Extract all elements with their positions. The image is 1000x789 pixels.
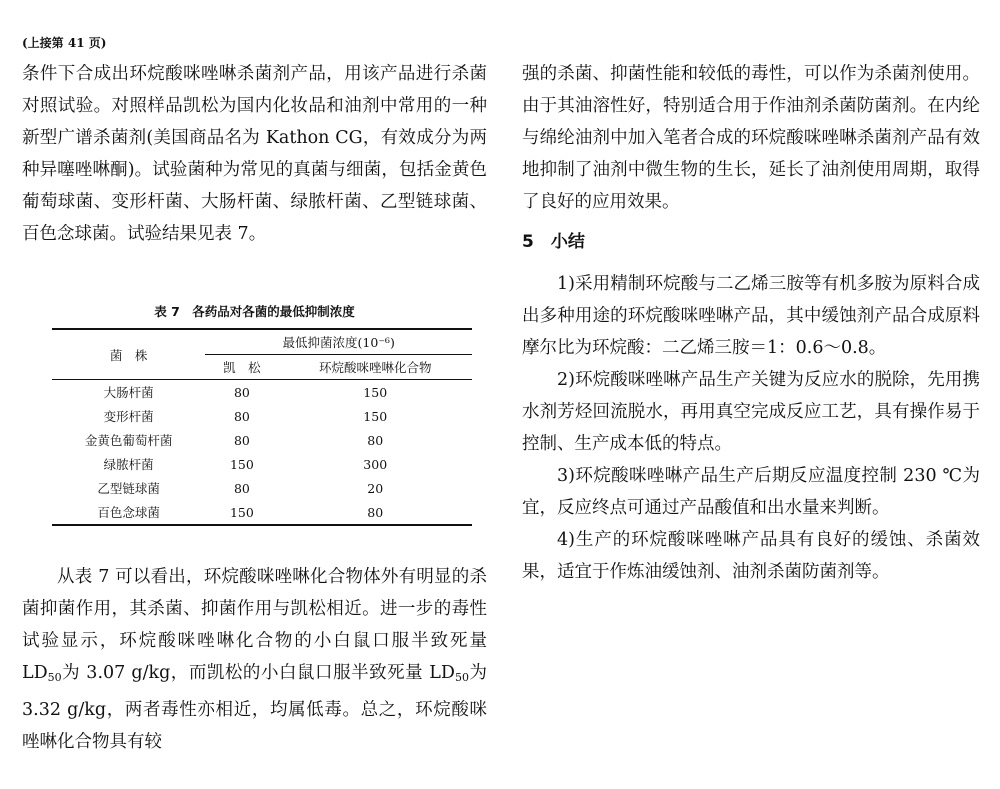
- summary-item-1: 1)采用精制环烷酸与二乙烯三胺等有机多胺为原料合成出多种用途的环烷酸咪唑啉产品，其中缓蚀剂产品合成原料摩尔比为环烷酸：二乙烯三胺＝1：0.6～0.8。: [522, 274, 980, 358]
- table-row: [52, 404, 472, 428]
- cell-species: 金黄色葡萄杆菌: [84, 433, 173, 448]
- table-7: [22, 302, 487, 526]
- cell-compound: 150: [363, 384, 388, 400]
- paragraph: [22, 561, 487, 758]
- column-header-kaisong: 凯 松: [205, 355, 278, 380]
- text-run: 为 3.32 g/kg，两者毒性亦相近，均属低毒。总之，环烷酸咪唑啉化合物具有较: [22, 663, 487, 752]
- right-column: [522, 58, 980, 588]
- text-run: 从表 7 可以看出，环烷酸咪唑啉化合物体外有明显的杀菌抑菌作用，其杀菌、抑菌作用与凯松相近。进一步的毒性试验显示，环烷酸咪唑啉化合物的小白鼠口服半致死量 LD: [22, 567, 487, 683]
- table-row: [52, 452, 472, 476]
- table-row: [52, 428, 472, 452]
- left-column-bottom: [22, 561, 487, 758]
- cell-compound: 20: [367, 480, 384, 496]
- column-header-species: 菌 株: [52, 329, 205, 380]
- cell-species: 变形杆菌: [103, 409, 154, 424]
- table-row: [52, 476, 472, 500]
- cell-kaisong: 80: [233, 384, 250, 400]
- column-header-compound: 环烷酸咪唑啉化合物: [278, 355, 472, 380]
- cell-kaisong: 80: [233, 408, 250, 424]
- summary-item-4: 4)生产的环烷酸咪唑啉产品具有良好的缓蚀、杀菌效果，适宜于作炼油缓蚀剂、油剂杀菌防菌剂等。: [522, 530, 980, 582]
- cell-species: 大肠杆菌: [103, 385, 154, 400]
- subscript: 50: [454, 671, 469, 684]
- cell-compound: 80: [278, 500, 472, 525]
- cell-kaisong: 80: [233, 432, 250, 448]
- data-table: [52, 328, 472, 526]
- text-run: 为 3.07 g/kg，而凯松的小白鼠口服半致死量 LD: [61, 663, 455, 683]
- paragraph: 条件下合成出环烷酸咪唑啉杀菌剂产品，用该产品进行杀菌对照试验。对照样品凯松为国内化妆品和油剂中常用的一种新型广谱杀菌剂(美国商品名为 Kathon CG，有效成分为两种异噻唑啉酮)。试验菌种为常见的真菌与细菌，包括金黄色葡萄球菌、变形杆菌、大肠杆菌、绿脓杆菌、乙型链球菌、百色念球菌。试验结果见表 7。: [22, 64, 487, 244]
- paragraph: 强的杀菌、抑菌性能和较低的毒性，可以作为杀菌剂使用。由于其油溶性好，特别适合用于作油剂杀菌防菌剂。在内纶与绵纶油剂中加入笔者合成的环烷酸咪唑啉杀菌剂产品有效地抑制了油剂中微生物的生长，延长了油剂使用周期，取得了良好的应用效果。: [522, 64, 980, 212]
- cell-species: 百色念球菌: [52, 500, 205, 525]
- table-caption: 表 7 各药品对各菌的最低抑制浓度: [154, 304, 355, 319]
- cell-compound: 80: [367, 432, 384, 448]
- cell-species: 乙型链球菌: [97, 481, 160, 496]
- cell-compound: 300: [363, 456, 388, 472]
- left-column: [22, 58, 487, 250]
- column-header-group: 最低抑菌浓度(10⁻⁶): [205, 329, 472, 355]
- summary-item-3: 3)环烷酸咪唑啉产品生产后期反应温度控制 230 ℃为宜，反应终点可通过产品酸值和出水量来判断。: [522, 466, 980, 518]
- continued-from-note: (上接第 41 页): [22, 36, 107, 50]
- summary-item-2: 2)环烷酸咪唑啉产品生产关键为反应水的脱除，先用携水剂芳烃回流脱水，再用真空完成反应工艺，具有操作易于控制、生产成本低的特点。: [522, 370, 980, 454]
- cell-kaisong: 150: [205, 500, 278, 525]
- cell-kaisong: 150: [229, 456, 254, 472]
- subscript: 50: [47, 671, 62, 684]
- cell-kaisong: 80: [233, 480, 250, 496]
- cell-compound: 150: [363, 408, 388, 424]
- cell-species: 绿脓杆菌: [103, 457, 154, 472]
- table-row: [52, 500, 472, 525]
- table-row: [52, 380, 472, 405]
- section-heading: 5 小结: [522, 232, 585, 252]
